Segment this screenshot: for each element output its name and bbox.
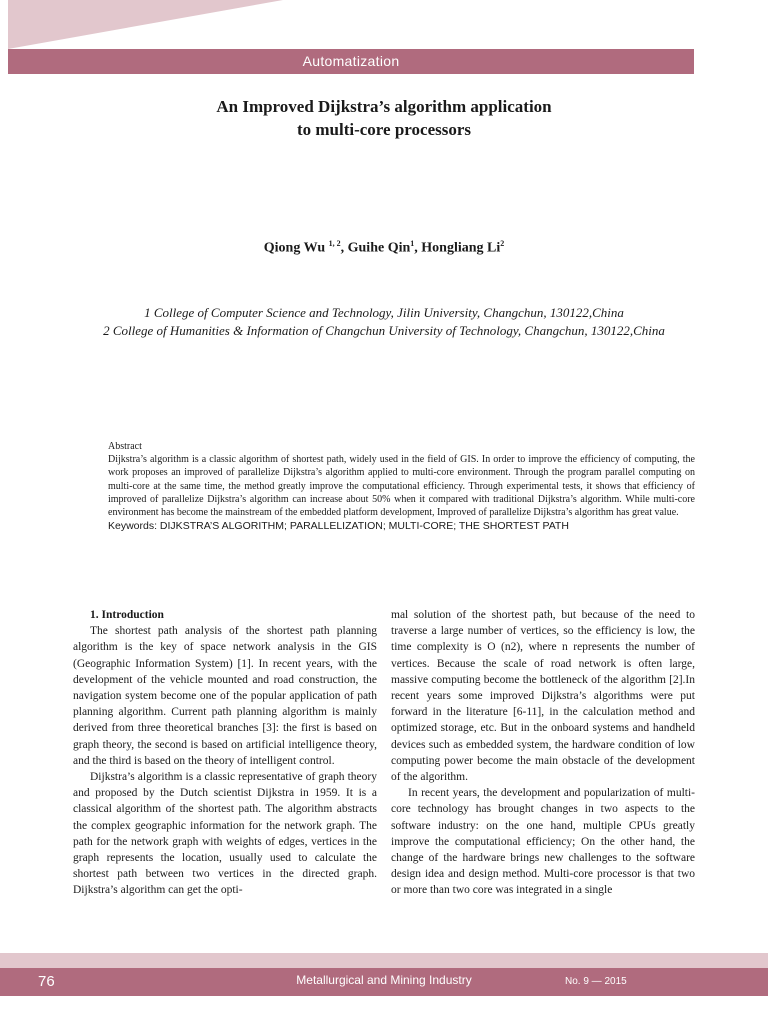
author-1-affil: 1, 2 [328, 239, 341, 248]
paragraph: mal solution of the shortest path, but because of the need to traverse a large number of vertices, so the efficiency is low, the time complexity is O (n2), where n represents the number of vertices. Because the scale of road network is often large, massive computing become the bottleneck of the algorithm [2].In recent years some improved Dijkstra’s algorithms were put forward in the literature [6-11], in the calculation method and optimized storage, etc. But in the onboard systems and handheld devices such as embedded system, the hardware condition of low computing power become the main obstacle of the development of the algorithm. [391, 609, 695, 784]
title-line-2: to multi-core processors [296, 120, 472, 139]
author-list: Qiong Wu $^{1, 2}$, Guihe Qin$^1$, Hongliang Li$^2$ [263, 239, 505, 256]
section-label: Automatization [302, 53, 400, 69]
footer-band [0, 953, 768, 968]
abstract-text: Dijkstra’s algorithm is a classic algorithm of shortest path, widely used in the field of GIS. In order to improve the efficiency of computing, the work proposes an improved of parallelize Dijkstra’s algorithm applied to multi-core environment. Through the program parallel computing on multi-core at the same time, the method greatly improve the computational efficiency. Through experimental tests, it shows that efficiency of improved of parallelize Dijkstra’s algorithm can increase about 50% when it compared with traditional Dijkstra’s algorithm. While multi-core environment has become the mainstream of the embedded platform development, Improved of parallelize Dijkstra’s algorithm has great value. [108, 454, 695, 519]
header-decoration [8, 0, 283, 49]
author-1: Qiong Wu [263, 240, 326, 256]
section-heading: 1. Introduction [90, 609, 164, 621]
keywords: Keywords: DIJKSTRA’S ALGORITHM; PARALLELIZATION; MULTI-CORE; THE SHORTEST PATH [108, 520, 569, 533]
section-header-bar [8, 49, 694, 74]
author-2: Guihe Qin [347, 240, 411, 256]
title-line-1: An Improved Dijkstra’s algorithm application [216, 97, 552, 116]
journal-name: Metallurgical and Mining Industry [296, 973, 472, 987]
page-number: 76 [38, 973, 55, 990]
author-3: Hongliang Li [421, 240, 501, 256]
abstract-block [108, 440, 695, 533]
body-column-right [391, 607, 695, 899]
paragraph: The shortest path analysis of the shortest path planning algorithm is the key of space network analysis in the GIS (Geographic Information System) [1]. In recent years, with the development of the vehicle mounted and road construction, the navigation system become one of the popular application of path planning algorithm. Current path planning algorithm is mainly derived from three theoretical branches [3]: the first is based on graph theory, the second is based on artificial intelligence theory, and the third is based on the theory of intelligent control. [73, 625, 377, 767]
author-2-affil: 1 [410, 239, 415, 248]
paper-title [100, 95, 668, 141]
issue-label: No. 9 — 2015 [565, 976, 627, 987]
body-column-left [73, 607, 377, 899]
author-3-affil: 2 [500, 239, 505, 248]
affiliation-1: 1 College of Computer Science and Technology, Jilin University, Changchun, 130122,China [144, 305, 624, 320]
affiliations [85, 304, 683, 340]
paragraph: Dijkstra’s algorithm is a classic representative of graph theory and proposed by the Dutch scientist Dijkstra in 1959. It is a classical algorithm of the shortest path. The algorithm abstracts the complex geographic information for the network graph. The path for the network graph with weights of edges, vertices in the graph represents the location, usually used to calculate the shortest path between two vertices in the directed graph. Dijkstra’s algorithm can get the opti- [73, 771, 377, 897]
paragraph: In recent years, the development and popularization of multi-core technology has brought changes in two aspects to the software industry: on the one hand, multiple CPUs greatly improve the computational efficiency; On the other hand, the change of the hardware brings new challenges to the software design idea and design method. Multi-core processor is that two or more than two core was integrated in a single [391, 787, 695, 897]
affiliation-2: 2 College of Humanities & Information of Changchun University of Technology, Changchun, 130122,China [103, 323, 665, 338]
abstract-heading: Abstract [108, 441, 142, 452]
